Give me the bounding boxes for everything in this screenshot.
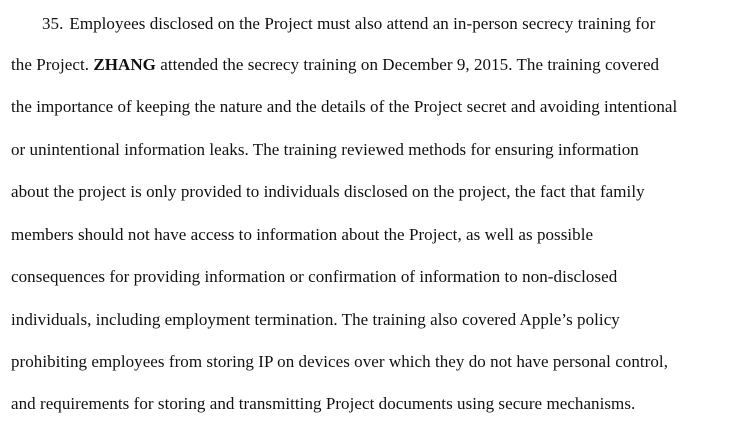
- paragraph-text: individuals, including employment termination. The training also covered Apple’s policy: [11, 310, 620, 329]
- paragraph-text: consequences for providing information or confirmation of information to non-disclosed: [11, 267, 618, 286]
- paragraph-text: Employees disclosed on the Project must also attend an in-person secrecy training for: [69, 14, 656, 33]
- paragraph-text: or unintentional information leaks. The training reviewed methods for ensuring information: [11, 140, 639, 159]
- paragraph-text: about the project is only provided to individuals disclosed on the project, the fact that family: [11, 182, 645, 201]
- paragraph-line-5: [11, 182, 645, 202]
- paragraph-line-8: [11, 310, 620, 330]
- paragraph-line-9: [11, 352, 668, 372]
- paragraph-text: members should not have access to information about the Project, as well as possible: [11, 225, 594, 244]
- paragraph-line-10: [11, 394, 635, 414]
- paragraph-line-4: [11, 140, 639, 160]
- paragraph-line-2: [11, 55, 659, 75]
- paragraph-text: the importance of keeping the nature and the details of the Project secret and avoiding intentional: [11, 97, 678, 116]
- paragraph-text: prohibiting employees from storing IP on devices over which they do not have personal control,: [11, 352, 669, 371]
- paragraph-line-7: [11, 267, 617, 287]
- paragraph-line-6: [11, 225, 593, 245]
- paragraph-text: the Project.: [11, 55, 94, 74]
- paragraph-line-3: [11, 97, 677, 117]
- defendant-name: ZHANG: [93, 55, 156, 74]
- paragraph-text: and requirements for storing and transmitting Project documents using secure mechanisms.: [11, 394, 636, 413]
- paragraph-line-1: [42, 14, 655, 34]
- paragraph-text: attended the secrecy training on December 9, 2015. The training covered: [155, 55, 660, 74]
- paragraph-number: 35.: [42, 14, 64, 33]
